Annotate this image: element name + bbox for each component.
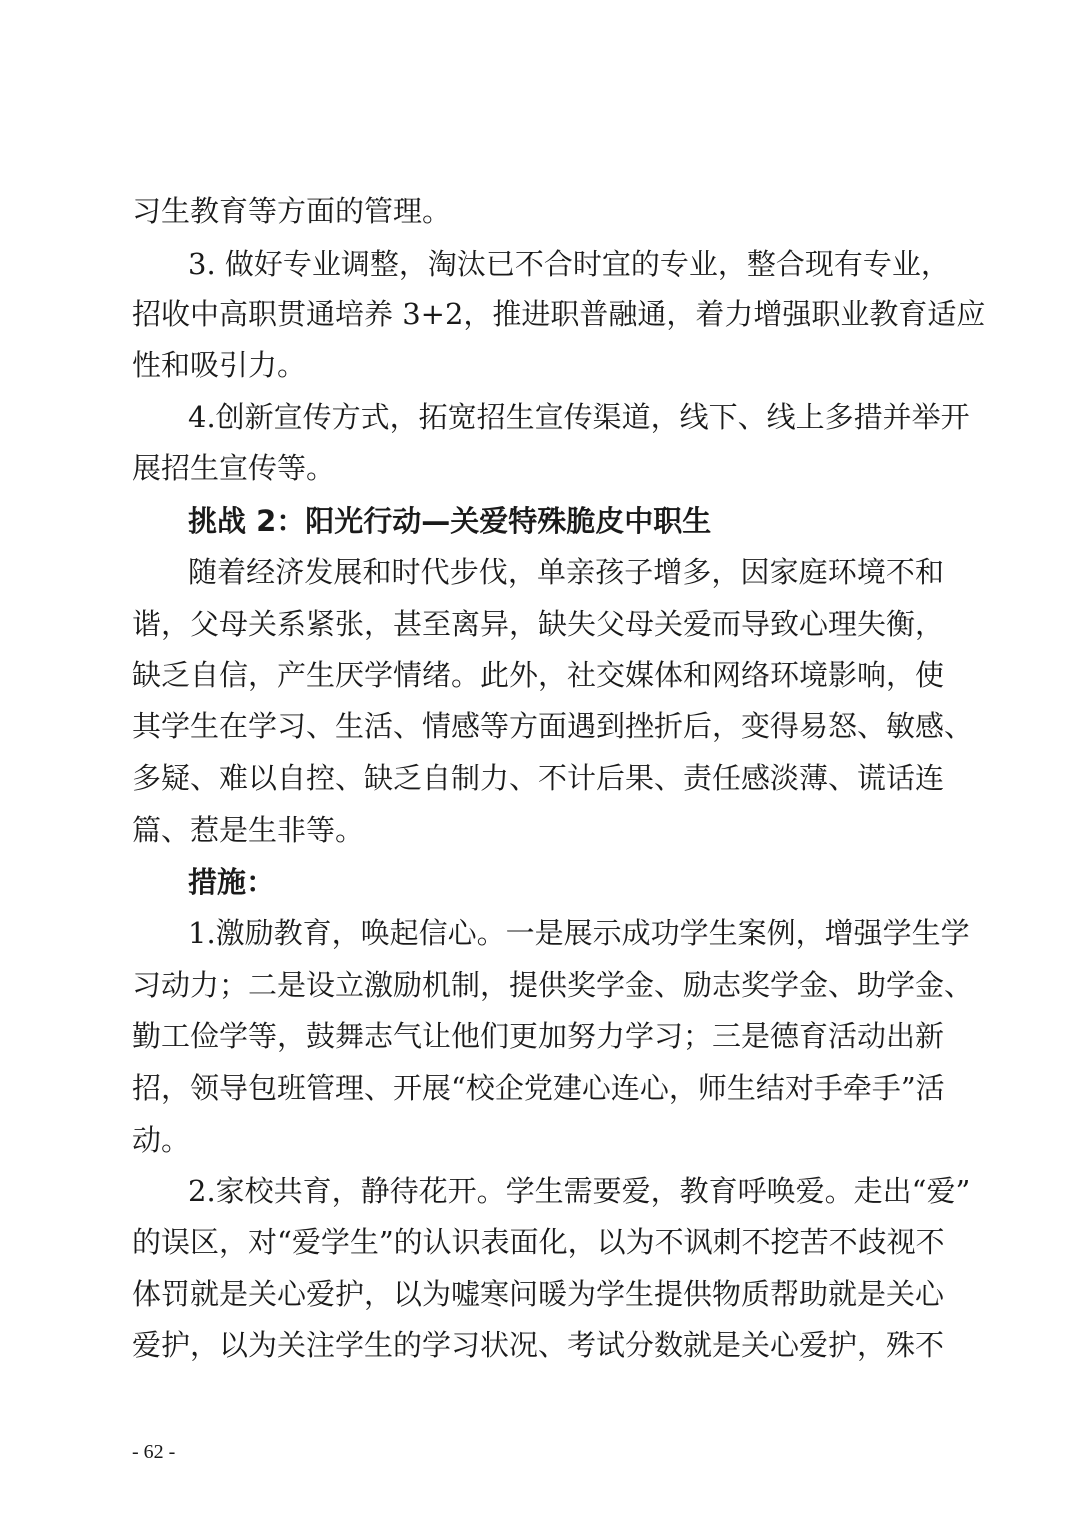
body-text-line: 其学生在学习、生活、情感等方面遇到挫折后，变得易怒、敏感、 [132,709,974,743]
body-text-line: 性和吸引力。 [132,348,307,382]
body-text-line: 谐，父母关系紧张，甚至离异，缺失父母关爱而导致心理失衡， [132,607,945,641]
body-text-line: 2.家校共育，静待花开。学生需要爱，教育呼唤爱。走出“爱” [188,1174,971,1208]
body-text-line: 多疑、难以自控、缺乏自制力、不计后果、责任感淡薄、谎话连 [132,761,945,795]
body-text-line: 4.创新宣传方式，拓宽招生宣传渠道，线下、线上多措并举开 [188,400,970,434]
body-text-line: 3. 做好专业调整，淘汰已不合时宜的专业，整合现有专业， [188,247,950,281]
section-heading: 挑战 2：阳光行动—关爱特殊脆皮中职生 [188,504,712,538]
body-text-line: 习动力；二是设立激励机制，提供奖学金、励志奖学金、助学金、 [132,968,974,1002]
body-text-line: 招收中高职贯通培养 3+2，推进职普融通，着力增强职业教育适应 [132,297,986,331]
subsection-heading: 措施： [188,865,276,899]
body-text-line: 展招生宣传等。 [132,451,336,485]
body-text-line: 篇、惹是生非等。 [132,813,365,847]
body-text-line: 习生教育等方面的管理。 [132,194,452,228]
body-text-line: 爱护，以为关注学生的学习状况、考试分数就是关心爱护，殊不 [132,1328,945,1362]
body-text-line: 勤工俭学等，鼓舞志气让他们更加努力学习；三是德育活动出新 [132,1019,945,1053]
body-text-line: 缺乏自信，产生厌学情绪。此外，社交媒体和网络环境影响，使 [132,658,945,692]
body-text-line: 的误区，对“爱学生”的认识表面化，以为不讽刺不挖苦不歧视不 [132,1225,945,1259]
body-text-line: 招，领导包班管理、开展“校企党建心连心，师生结对手牵手”活 [132,1071,945,1105]
body-text-line: 体罚就是关心爱护，以为嘘寒问暖为学生提供物质帮助就是关心 [132,1277,945,1311]
body-text-line: 1.激励教育，唤起信心。一是展示成功学生案例，增强学生学 [188,916,970,950]
page-number: - 62 - [132,1441,176,1463]
body-text-line: 动。 [132,1123,191,1157]
body-text-line: 随着经济发展和时代步伐，单亲孩子增多，因家庭环境不和 [188,555,944,589]
